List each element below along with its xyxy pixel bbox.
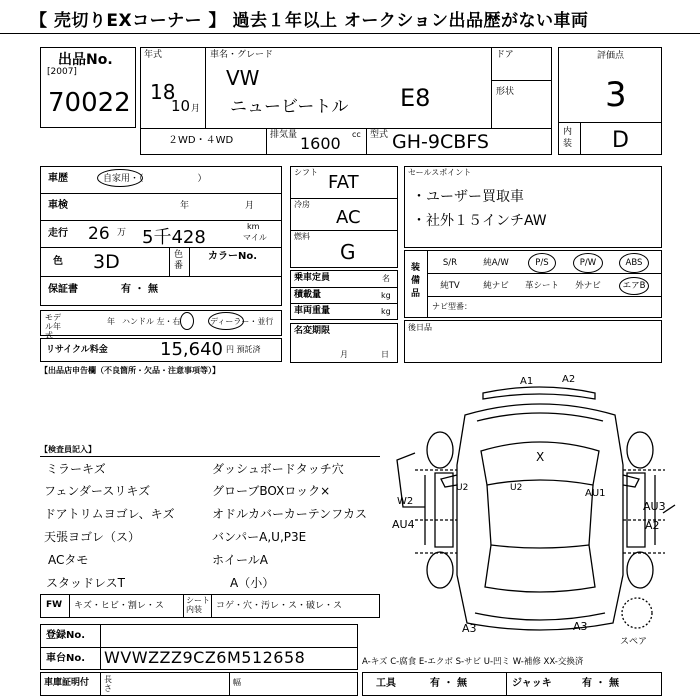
score-value: 3 xyxy=(605,75,627,115)
car-name: VW xyxy=(226,66,260,90)
recycle-value: 15,640 xyxy=(160,339,223,360)
warranty-label: 保証書 xyxy=(48,284,78,295)
diagram-mark-a2-right: A2 xyxy=(645,519,660,532)
car-damage-diagram xyxy=(395,375,685,655)
mileage-man-unit: 万 xyxy=(117,228,127,238)
fuel-label: 燃料 xyxy=(294,232,310,241)
color-value: 3D xyxy=(93,251,120,273)
diagram-mark-a1: A1 xyxy=(520,376,534,387)
history-label: 車歴 xyxy=(48,173,68,184)
model-year-label: モデル年式 xyxy=(45,313,61,340)
shift-label: シフト xyxy=(294,168,318,177)
fw-options: キズ・ヒビ・割レ・ス xyxy=(74,601,164,611)
spare-tire-label: スペア xyxy=(620,637,648,647)
diagram-mark-a3-right: A3 xyxy=(573,620,588,633)
diagram-mark-x: X xyxy=(536,450,545,464)
month-unit: 月 xyxy=(191,104,201,114)
score-label: 評価点 xyxy=(597,51,625,61)
post-date-box xyxy=(404,320,662,363)
registration-expiry-day: 日 xyxy=(381,350,389,359)
diagram-mark-a2-top: A2 xyxy=(562,374,576,385)
fuel-value: G xyxy=(340,240,356,264)
eq-genuine-aw: 純A/W xyxy=(483,258,509,268)
page-header: 【 売切りEXコーナー 】 過去１年以上 オークション出品歴がない車両 xyxy=(30,11,589,31)
inspector-note-left-1: ミラーキズ xyxy=(46,462,106,476)
weight-unit: kg xyxy=(381,307,391,316)
eq-genuine-navi: 純ナビ xyxy=(483,281,509,291)
month-value: 10 xyxy=(171,97,191,115)
inspector-note-left-4: 天張ヨゴレ（ス） xyxy=(44,530,141,544)
tools-options: 有 ・ 無 xyxy=(430,678,467,689)
diagram-mark-au3: AU3 xyxy=(643,500,666,513)
inspector-label: 【検査員記入】 xyxy=(40,445,96,454)
inspector-note-left-3: ドアトリムヨゴレ、キズ xyxy=(44,507,175,521)
model-code-value: GH-9CBFS xyxy=(392,131,489,153)
diagram-mark-a3-left: A3 xyxy=(462,622,477,635)
mileage-label: 走行 xyxy=(48,228,68,239)
jack-options: 有 ・ 無 xyxy=(582,678,619,689)
post-date-label: 後日品 xyxy=(408,323,432,332)
interior-score-label: 内装 xyxy=(563,127,573,149)
inspector-note-right-2: グローブBOXロック× xyxy=(212,484,331,498)
inspection-month: 月 xyxy=(245,201,255,211)
garage-cert-label: 車庫証明付 xyxy=(44,678,90,688)
sales-points-label: セールスポイント xyxy=(408,168,472,177)
drive-label: ２WD・４WD xyxy=(168,135,234,146)
registration-expiry-month: 月 xyxy=(340,350,348,359)
eq-abs: ABS xyxy=(625,258,643,268)
eq-leather-seat: 革シート xyxy=(524,281,559,291)
garage-cert-length: 長さ xyxy=(104,675,112,693)
mile-unit: マイル xyxy=(243,233,267,242)
inspector-note-right-5: ホイールA xyxy=(212,553,268,567)
dealer-options: ディーラー・並行 xyxy=(210,317,274,326)
eq-power-window: P/W xyxy=(579,258,597,268)
history-options: 自家用・（ ） xyxy=(103,174,207,184)
weight-label: 車両重量 xyxy=(294,306,331,316)
name-grade-label: 車名・グレード xyxy=(210,50,274,60)
interior-score-value: D xyxy=(612,128,629,153)
eq-sunroof: S/R xyxy=(442,258,458,268)
mileage-rest: 5千428 xyxy=(142,227,206,248)
seats-unit: 名 xyxy=(382,274,390,283)
inspector-note-left-2: フェンダースリキズ xyxy=(44,484,151,498)
model-year-unit: 年 xyxy=(107,317,115,326)
lot-number: 70022 xyxy=(48,88,131,118)
sales-points-box xyxy=(404,166,662,248)
year-label: 年式 xyxy=(144,50,163,60)
inspector-note-right-4: バンパーA,U,P3E xyxy=(212,530,307,544)
inspector-note-right-6: A（小） xyxy=(230,576,275,590)
equipment-label: 装備品 xyxy=(411,263,421,299)
damage-legend: A-キズ C-腐食 E-エクボ S-サビ U-凹ミ W-補修 XX-交換済 xyxy=(362,657,584,667)
shape-label: 形状 xyxy=(496,87,515,97)
warranty-options: 有 ・ 無 xyxy=(121,284,158,295)
year-value: 18 xyxy=(150,80,176,104)
declaration-label: 【出品店申告欄（不良箇所・欠品・注意事項等）】 xyxy=(40,366,220,375)
shift-value: FAT xyxy=(328,172,359,193)
jack-label: ジャッキ xyxy=(512,678,552,689)
fw-label: FW xyxy=(46,600,63,610)
load-unit: kg xyxy=(381,291,391,300)
diagram-mark-au1: AU1 xyxy=(585,488,606,499)
sales-point-2: ・社外１５インチAW xyxy=(412,213,547,229)
registration-expiry-label: 名変期限 xyxy=(294,326,331,336)
tools-label: 工具 xyxy=(376,678,396,689)
garage-cert-width: 幅 xyxy=(233,678,241,687)
diagram-mark-u2-right: U2 xyxy=(510,483,523,493)
inspector-note-left-5: ACタモ xyxy=(48,553,89,567)
color-label: 色 xyxy=(53,256,63,267)
model-code-label: 型式 xyxy=(370,130,389,140)
lot-year-tag: [2007] xyxy=(47,67,77,77)
lot-number-label: 出品No. xyxy=(58,52,113,68)
navi-model-label: ナビ型番： xyxy=(432,302,472,311)
inspection-label: 車検 xyxy=(48,200,68,211)
displacement-unit: cc xyxy=(352,130,361,139)
sales-point-1: ・ユーザー買取車 xyxy=(412,189,524,205)
displacement-label: 排気量 xyxy=(270,130,298,140)
ac-value: AC xyxy=(336,207,361,228)
handle-label: ハンドル 左・右 xyxy=(122,317,181,326)
load-label: 積載量 xyxy=(294,290,322,300)
recycle-unit: 円 預託済 xyxy=(226,345,261,354)
vin-value: WVWZZZ9CZ6M512658 xyxy=(104,648,306,667)
eq-power-steering: P/S xyxy=(535,258,549,268)
seat-interior-label: シート内装 xyxy=(186,596,210,614)
eq-genuine-tv: 純TV xyxy=(440,281,460,291)
inspector-note-right-1: ダッシュボードタッチ穴 xyxy=(212,462,344,476)
door-label: ドア xyxy=(496,50,514,60)
displacement-value: 1600 xyxy=(300,134,341,153)
eq-aftermarket-navi: 外ナビ xyxy=(575,281,601,291)
car-model-name: ニュービートル xyxy=(230,97,349,117)
vin-label: 車台No. xyxy=(46,653,86,664)
color-number-label: 色番 xyxy=(174,250,184,271)
diagram-mark-au4: AU4 xyxy=(392,518,415,531)
inspection-year: 年 xyxy=(180,201,190,211)
mileage-man: 26 xyxy=(88,224,110,244)
km-unit: km xyxy=(247,222,260,231)
recycle-label: リサイクル料金 xyxy=(46,345,108,355)
car-grade: E8 xyxy=(400,84,431,112)
registration-no-label: 登録No. xyxy=(46,630,86,641)
inspector-note-left-6: スタッドレスT xyxy=(46,576,125,590)
ac-label: 冷房 xyxy=(294,200,310,209)
diagram-mark-w2: W2 xyxy=(397,496,414,507)
diagram-mark-u2-left: U2 xyxy=(456,483,469,493)
color-number-label-2: カラーNo. xyxy=(208,251,258,262)
inspector-note-right-3: オドルカバーカーテンフカス xyxy=(212,507,368,521)
eq-airbag: エアB xyxy=(622,281,646,291)
seat-options: コゲ・穴・汚レ・ス・破レ・ス xyxy=(216,601,343,611)
seats-label: 乗車定員 xyxy=(294,273,331,283)
